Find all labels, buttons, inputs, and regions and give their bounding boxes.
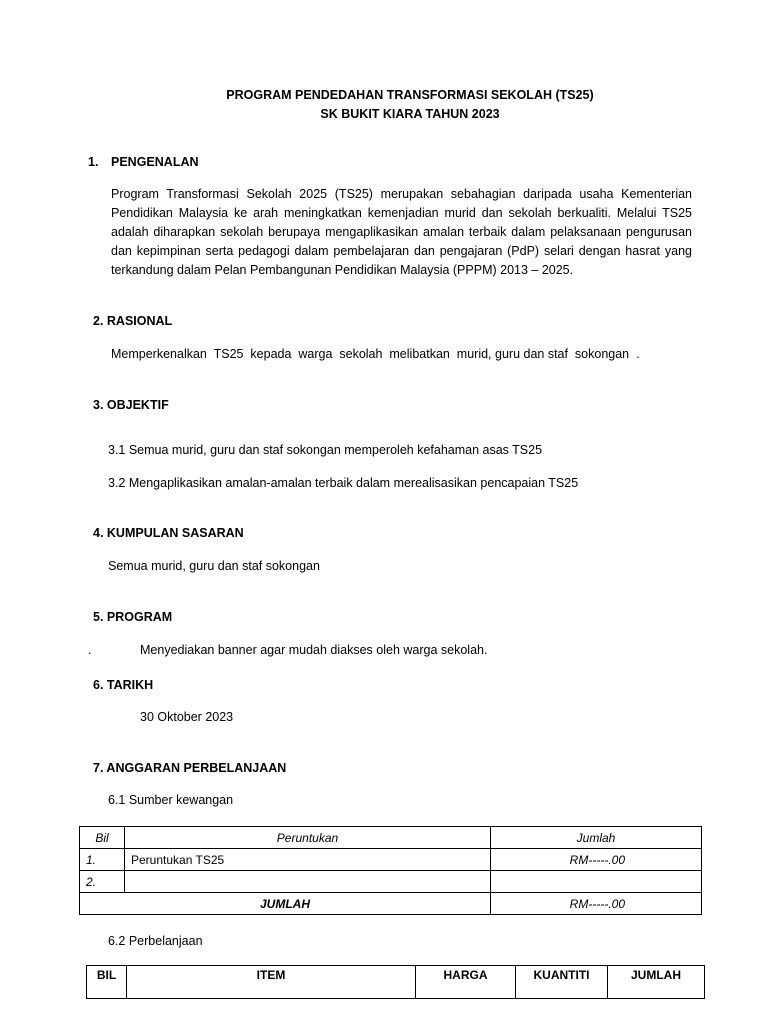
col-header-kuantiti: KUANTITI — [516, 966, 608, 999]
row-1-jumlah: RM-----.00 — [491, 849, 702, 871]
col-header-item: ITEM — [127, 966, 416, 999]
section-4-heading: 4. KUMPULAN SASARAN — [93, 526, 244, 540]
section-6-heading: 6. TARIKH — [93, 678, 154, 692]
section-1-heading: PENGENALAN — [111, 155, 199, 169]
table-header-row — [87, 966, 705, 999]
section-5-body: Menyediakan banner agar mudah diakses oleh warga sekolah. — [140, 643, 488, 657]
section-6-body: 30 Oktober 2023 — [140, 710, 234, 724]
row-2-peruntukan — [125, 871, 491, 893]
row-2-jumlah — [491, 871, 702, 893]
col-header-bil: BIL — [87, 966, 127, 999]
section-5-bullet: . — [88, 643, 92, 657]
table-row — [80, 849, 702, 871]
section-7-sub-2: 6.2 Perbelanjaan — [108, 934, 203, 948]
section-7-heading: 7. ANGGARAN PERBELANJAAN — [93, 761, 287, 775]
section-2-body: Memperkenalkan TS25 kepada warga sekolah melibatkan murid, guru dan staf sokongan . — [111, 347, 640, 361]
table-row — [80, 871, 702, 893]
section-3-heading: 3. OBJEKTIF — [93, 398, 169, 412]
table-header-row — [80, 827, 702, 849]
row-2-bil: 2. — [80, 871, 125, 893]
section-3-item-1: 3.1 Semua murid, guru dan staf sokongan memperoleh kefahaman asas TS25 — [108, 443, 543, 457]
row-1-peruntukan: Peruntukan TS25 — [125, 849, 491, 871]
section-7-sub-1: 6.1 Sumber kewangan — [108, 793, 234, 807]
total-label: JUMLAH — [80, 893, 491, 915]
col-header-harga: HARGA — [416, 966, 516, 999]
doc-title-line1: PROGRAM PENDEDAHAN TRANSFORMASI SEKOLAH (TS25) — [226, 88, 594, 102]
col-header-bil: Bil — [80, 827, 125, 849]
section-3-item-2: 3.2 Mengaplikasikan amalan-amalan terbaik dalam merealisasikan pencapaian TS25 — [108, 476, 579, 490]
total-value: RM-----.00 — [491, 893, 702, 915]
table-total-row — [80, 893, 702, 915]
row-1-bil: 1. — [80, 849, 125, 871]
col-header-jumlah: Jumlah — [491, 827, 702, 849]
section-2-heading: 2. RASIONAL — [93, 314, 173, 328]
col-header-peruntukan: Peruntukan — [125, 827, 491, 849]
expenditure-table — [86, 965, 705, 999]
doc-title-line2: SK BUKIT KIARA TAHUN 2023 — [320, 107, 500, 121]
section-4-body: Semua murid, guru dan staf sokongan — [108, 559, 320, 573]
section-1-body: Program Transformasi Sekolah 2025 (TS25) merupakan sebahagian daripada usaha Kementerian Pendidikan Malaysia ke arah meningkatkan kemenjadian murid dan sekolah berkualiti. Melalui TS25 adalah diharapkan sekolah berupaya mengaplikasikan amalan terbaik dalam pelaksanaan pengurusan dan kepimpinan serta pedagogi dalam pembelajaran dan pengajaran (PdP) selari dengan hasrat yang terkandung dalam Pelan Pembangunan Pendidikan Malaysia (PPPM) 2013 – 2025. — [111, 187, 692, 277]
col-header-jumlah: JUMLAH — [608, 966, 705, 999]
funding-source-table — [79, 826, 702, 915]
section-1-number: 1. — [88, 155, 99, 169]
section-5-heading: 5. PROGRAM — [93, 610, 173, 624]
